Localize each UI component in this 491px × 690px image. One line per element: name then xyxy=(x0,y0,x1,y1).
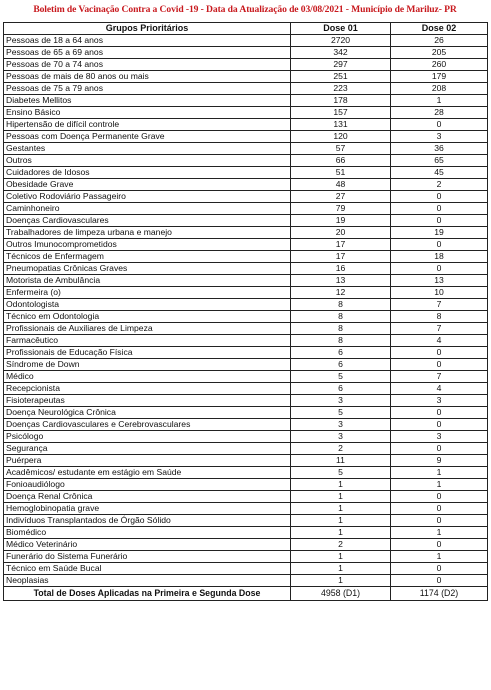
table-row xyxy=(4,275,488,287)
dose-01-cell: 1 xyxy=(291,503,391,515)
group-cell: Outros xyxy=(4,155,291,167)
table-row xyxy=(4,419,488,431)
table-row xyxy=(4,455,488,467)
table-row xyxy=(4,263,488,275)
table-row xyxy=(4,215,488,227)
bulletin-title: Boletim de Vacinação Contra a Covid -19 - Data da Atualização de 03/08/2021 - Município de Mariluz- PR xyxy=(33,4,457,15)
dose-02-cell: 26 xyxy=(391,35,488,47)
dose-01-cell: 223 xyxy=(291,83,391,95)
dose-02-cell: 0 xyxy=(391,491,488,503)
dose-02-cell: 10 xyxy=(391,287,488,299)
dose-02-cell: 19 xyxy=(391,227,488,239)
vaccination-table xyxy=(3,22,488,601)
dose-02-cell: 0 xyxy=(391,347,488,359)
dose-01-cell: 11 xyxy=(291,455,391,467)
dose-02-cell: 260 xyxy=(391,59,488,71)
group-cell: Médico xyxy=(4,371,291,383)
dose-01-cell: 1 xyxy=(291,479,391,491)
total-row xyxy=(4,587,488,601)
dose-01-cell: 297 xyxy=(291,59,391,71)
dose-02-cell: 208 xyxy=(391,83,488,95)
dose-01-cell: 1 xyxy=(291,551,391,563)
table-row xyxy=(4,563,488,575)
group-cell: Coletivo Rodoviário Passageiro xyxy=(4,191,291,203)
dose-02-cell: 0 xyxy=(391,443,488,455)
group-cell: Pessoas com Doença Permanente Grave xyxy=(4,131,291,143)
table-row xyxy=(4,287,488,299)
group-cell: Recepcionista xyxy=(4,383,291,395)
dose-01-cell: 5 xyxy=(291,407,391,419)
total-dose-02: 1174 (D2) xyxy=(391,587,488,601)
dose-01-cell: 2 xyxy=(291,443,391,455)
dose-01-cell: 1 xyxy=(291,527,391,539)
dose-01-cell: 6 xyxy=(291,383,391,395)
group-cell: Cuidadores de Idosos xyxy=(4,167,291,179)
table-row xyxy=(4,167,488,179)
table-row xyxy=(4,227,488,239)
group-cell: Profissionais de Educação Física xyxy=(4,347,291,359)
group-cell: Psicólogo xyxy=(4,431,291,443)
group-cell: Técnicos de Enfermagem xyxy=(4,251,291,263)
table-row xyxy=(4,359,488,371)
dose-02-cell: 0 xyxy=(391,215,488,227)
dose-02-cell: 4 xyxy=(391,335,488,347)
dose-02-cell: 28 xyxy=(391,107,488,119)
dose-01-cell: 120 xyxy=(291,131,391,143)
dose-01-cell: 8 xyxy=(291,335,391,347)
dose-01-cell: 2 xyxy=(291,539,391,551)
dose-02-cell: 0 xyxy=(391,563,488,575)
dose-01-cell: 1 xyxy=(291,575,391,587)
dose-02-cell: 0 xyxy=(391,575,488,587)
dose-02-cell: 1 xyxy=(391,527,488,539)
dose-02-cell: 3 xyxy=(391,395,488,407)
table-row xyxy=(4,515,488,527)
dose-02-cell: 0 xyxy=(391,203,488,215)
table-row xyxy=(4,335,488,347)
table-row xyxy=(4,95,488,107)
dose-01-cell: 13 xyxy=(291,275,391,287)
table-row xyxy=(4,59,488,71)
dose-02-cell: 0 xyxy=(391,263,488,275)
group-cell: Puérpera xyxy=(4,455,291,467)
table-row xyxy=(4,575,488,587)
dose-01-cell: 1 xyxy=(291,563,391,575)
dose-01-cell: 3 xyxy=(291,395,391,407)
dose-01-cell: 20 xyxy=(291,227,391,239)
dose-02-cell: 0 xyxy=(391,191,488,203)
dose-02-cell: 0 xyxy=(391,407,488,419)
group-cell: Doenças Cardiovasculares e Cerebrovasculares xyxy=(4,419,291,431)
dose-02-cell: 9 xyxy=(391,455,488,467)
table-row xyxy=(4,503,488,515)
group-cell: Pessoas de 65 a 69 anos xyxy=(4,47,291,59)
dose-01-cell: 131 xyxy=(291,119,391,131)
table-row xyxy=(4,155,488,167)
dose-02-cell: 2 xyxy=(391,179,488,191)
group-cell: Hipertensão de difícil controle xyxy=(4,119,291,131)
dose-01-cell: 79 xyxy=(291,203,391,215)
dose-02-cell: 3 xyxy=(391,131,488,143)
dose-02-cell: 0 xyxy=(391,419,488,431)
dose-01-cell: 16 xyxy=(291,263,391,275)
dose-02-cell: 0 xyxy=(391,239,488,251)
group-cell: Caminhoneiro xyxy=(4,203,291,215)
group-cell: Trabalhadores de limpeza urbana e manejo xyxy=(4,227,291,239)
dose-01-cell: 157 xyxy=(291,107,391,119)
group-cell: Técnico em Saúde Bucal xyxy=(4,563,291,575)
dose-01-cell: 5 xyxy=(291,467,391,479)
group-cell: Gestantes xyxy=(4,143,291,155)
table-row xyxy=(4,119,488,131)
dose-02-cell: 1 xyxy=(391,467,488,479)
dose-01-cell: 8 xyxy=(291,311,391,323)
group-cell: Médico Veterinário xyxy=(4,539,291,551)
dose-02-cell: 18 xyxy=(391,251,488,263)
dose-02-cell: 1 xyxy=(391,479,488,491)
group-cell: Outros Imunocomprometidos xyxy=(4,239,291,251)
table-row xyxy=(4,431,488,443)
dose-01-cell: 178 xyxy=(291,95,391,107)
dose-01-cell: 3 xyxy=(291,431,391,443)
table-row xyxy=(4,35,488,47)
header-groups: Grupos Prioritários xyxy=(4,23,291,35)
table-row xyxy=(4,311,488,323)
dose-02-cell: 3 xyxy=(391,431,488,443)
group-cell: Biomédico xyxy=(4,527,291,539)
group-cell: Doença Renal Crônica xyxy=(4,491,291,503)
dose-01-cell: 1 xyxy=(291,515,391,527)
table-row xyxy=(4,251,488,263)
group-cell: Hemoglobinopatia grave xyxy=(4,503,291,515)
header-dose-01: Dose 01 xyxy=(291,23,391,35)
table-row xyxy=(4,107,488,119)
group-cell: Acadêmicos/ estudante em estágio em Saúde xyxy=(4,467,291,479)
group-cell: Profissionais de Auxiliares de Limpeza xyxy=(4,323,291,335)
group-cell: Fonioaudiólogo xyxy=(4,479,291,491)
dose-01-cell: 5 xyxy=(291,371,391,383)
dose-01-cell: 48 xyxy=(291,179,391,191)
group-cell: Obesidade Grave xyxy=(4,179,291,191)
table-row xyxy=(4,131,488,143)
table-row xyxy=(4,395,488,407)
table-row xyxy=(4,407,488,419)
table-row xyxy=(4,491,488,503)
dose-02-cell: 7 xyxy=(391,299,488,311)
dose-01-cell: 12 xyxy=(291,287,391,299)
group-cell: Farmacêutico xyxy=(4,335,291,347)
table-row xyxy=(4,83,488,95)
table-row xyxy=(4,371,488,383)
group-cell: Indivíduos Transplantados de Órgão Sólido xyxy=(4,515,291,527)
group-cell: Enfermeira (o) xyxy=(4,287,291,299)
dose-02-cell: 205 xyxy=(391,47,488,59)
dose-02-cell: 45 xyxy=(391,167,488,179)
table-row xyxy=(4,203,488,215)
dose-01-cell: 6 xyxy=(291,359,391,371)
table-row xyxy=(4,323,488,335)
dose-02-cell: 4 xyxy=(391,383,488,395)
dose-01-cell: 8 xyxy=(291,323,391,335)
group-cell: Pessoas de 18 a 64 anos xyxy=(4,35,291,47)
dose-01-cell: 6 xyxy=(291,347,391,359)
table-row xyxy=(4,467,488,479)
table-row xyxy=(4,479,488,491)
total-dose-01: 4958 (D1) xyxy=(291,587,391,601)
dose-02-cell: 65 xyxy=(391,155,488,167)
table-row xyxy=(4,443,488,455)
dose-01-cell: 1 xyxy=(291,491,391,503)
dose-02-cell: 179 xyxy=(391,71,488,83)
dose-01-cell: 27 xyxy=(291,191,391,203)
dose-01-cell: 2720 xyxy=(291,35,391,47)
dose-02-cell: 0 xyxy=(391,359,488,371)
table-row xyxy=(4,47,488,59)
group-cell: Fisioterapeutas xyxy=(4,395,291,407)
total-label: Total de Doses Aplicadas na Primeira e Segunda Dose xyxy=(4,587,291,601)
group-cell: Neoplasias xyxy=(4,575,291,587)
dose-02-cell: 7 xyxy=(391,371,488,383)
dose-01-cell: 57 xyxy=(291,143,391,155)
group-cell: Doença Neurológica Crônica xyxy=(4,407,291,419)
dose-01-cell: 251 xyxy=(291,71,391,83)
dose-01-cell: 19 xyxy=(291,215,391,227)
table-row xyxy=(4,383,488,395)
dose-02-cell: 0 xyxy=(391,503,488,515)
table-row xyxy=(4,551,488,563)
dose-01-cell: 342 xyxy=(291,47,391,59)
table-row xyxy=(4,71,488,83)
group-cell: Pessoas de 75 a 79 anos xyxy=(4,83,291,95)
table-header-row xyxy=(4,23,488,35)
table-row xyxy=(4,143,488,155)
group-cell: Funerário do Sistema Funerário xyxy=(4,551,291,563)
dose-02-cell: 1 xyxy=(391,95,488,107)
vaccination-table-container xyxy=(3,22,487,601)
header-dose-02: Dose 02 xyxy=(391,23,488,35)
dose-02-cell: 1 xyxy=(391,551,488,563)
group-cell: Diabetes Mellitos xyxy=(4,95,291,107)
group-cell: Técnico em Odontologia xyxy=(4,311,291,323)
group-cell: Síndrome de Down xyxy=(4,359,291,371)
dose-02-cell: 13 xyxy=(391,275,488,287)
dose-01-cell: 17 xyxy=(291,251,391,263)
group-cell: Motorista de Ambulância xyxy=(4,275,291,287)
dose-02-cell: 8 xyxy=(391,311,488,323)
table-row xyxy=(4,179,488,191)
dose-01-cell: 17 xyxy=(291,239,391,251)
group-cell: Doenças Cardiovasculares xyxy=(4,215,291,227)
dose-01-cell: 66 xyxy=(291,155,391,167)
table-row xyxy=(4,527,488,539)
group-cell: Pessoas de mais de 80 anos ou mais xyxy=(4,71,291,83)
dose-02-cell: 7 xyxy=(391,323,488,335)
table-row xyxy=(4,299,488,311)
group-cell: Pneumopatias Crônicas Graves xyxy=(4,263,291,275)
group-cell: Odontologista xyxy=(4,299,291,311)
table-row xyxy=(4,347,488,359)
dose-01-cell: 8 xyxy=(291,299,391,311)
group-cell: Pessoas de 70 a 74 anos xyxy=(4,59,291,71)
table-row xyxy=(4,239,488,251)
table-row xyxy=(4,539,488,551)
dose-02-cell: 0 xyxy=(391,119,488,131)
dose-01-cell: 51 xyxy=(291,167,391,179)
dose-02-cell: 36 xyxy=(391,143,488,155)
table-row xyxy=(4,191,488,203)
dose-01-cell: 3 xyxy=(291,419,391,431)
dose-02-cell: 0 xyxy=(391,515,488,527)
group-cell: Segurança xyxy=(4,443,291,455)
dose-02-cell: 0 xyxy=(391,539,488,551)
group-cell: Ensino Básico xyxy=(4,107,291,119)
